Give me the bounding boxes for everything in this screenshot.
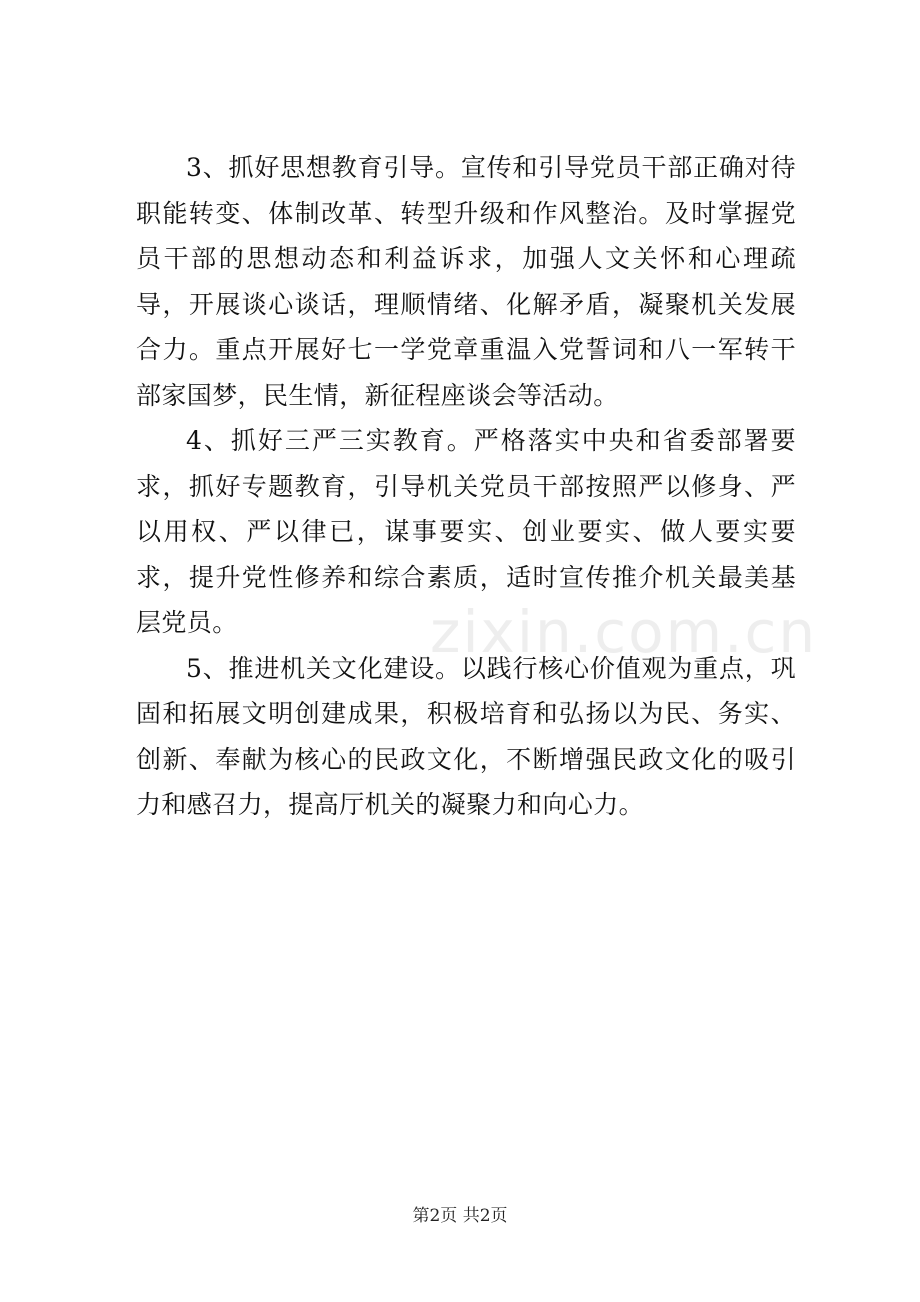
page-footer: 第2页 共2页 xyxy=(412,1206,508,1226)
paragraph-4: 4、抓好三严三实教育。严格落实中央和省委部署要求，抓好专题教育，引导机关党员干部按照严以修身、严以用权、严以律已，谋事要实、创业要实、做人要实要求，提升党性修养和综合素质，适时宣传推介机关最美基层党员。 xyxy=(136,426,796,637)
watermark: zixin.com.cn xyxy=(430,598,818,666)
paragraph-3: 3、抓好思想教育引导。宣传和引导党员干部正确对待职能转变、体制改革、转型升级和作风整治。及时掌握党员干部的思想动态和利益诉求，加强人文关怀和心理疏导，开展谈心谈话，理顺情绪、化解矛盾，凝聚机关发展合力。重点开展好七一学党章重温入党誓词和八一军转干部家国梦，民生情，新征程座谈会等活动。 xyxy=(136,153,796,410)
document-body xyxy=(136,145,796,828)
paragraph-5: 5、推进机关文化建设。以践行核心价值观为重点，巩固和拓展文明创建成果，积极培育和弘扬以为民、务实、创新、奉献为核心的民政文化，不断增强民政文化的吸引力和感召力，提高厅机关的凝聚力和向心力。 xyxy=(136,653,796,819)
